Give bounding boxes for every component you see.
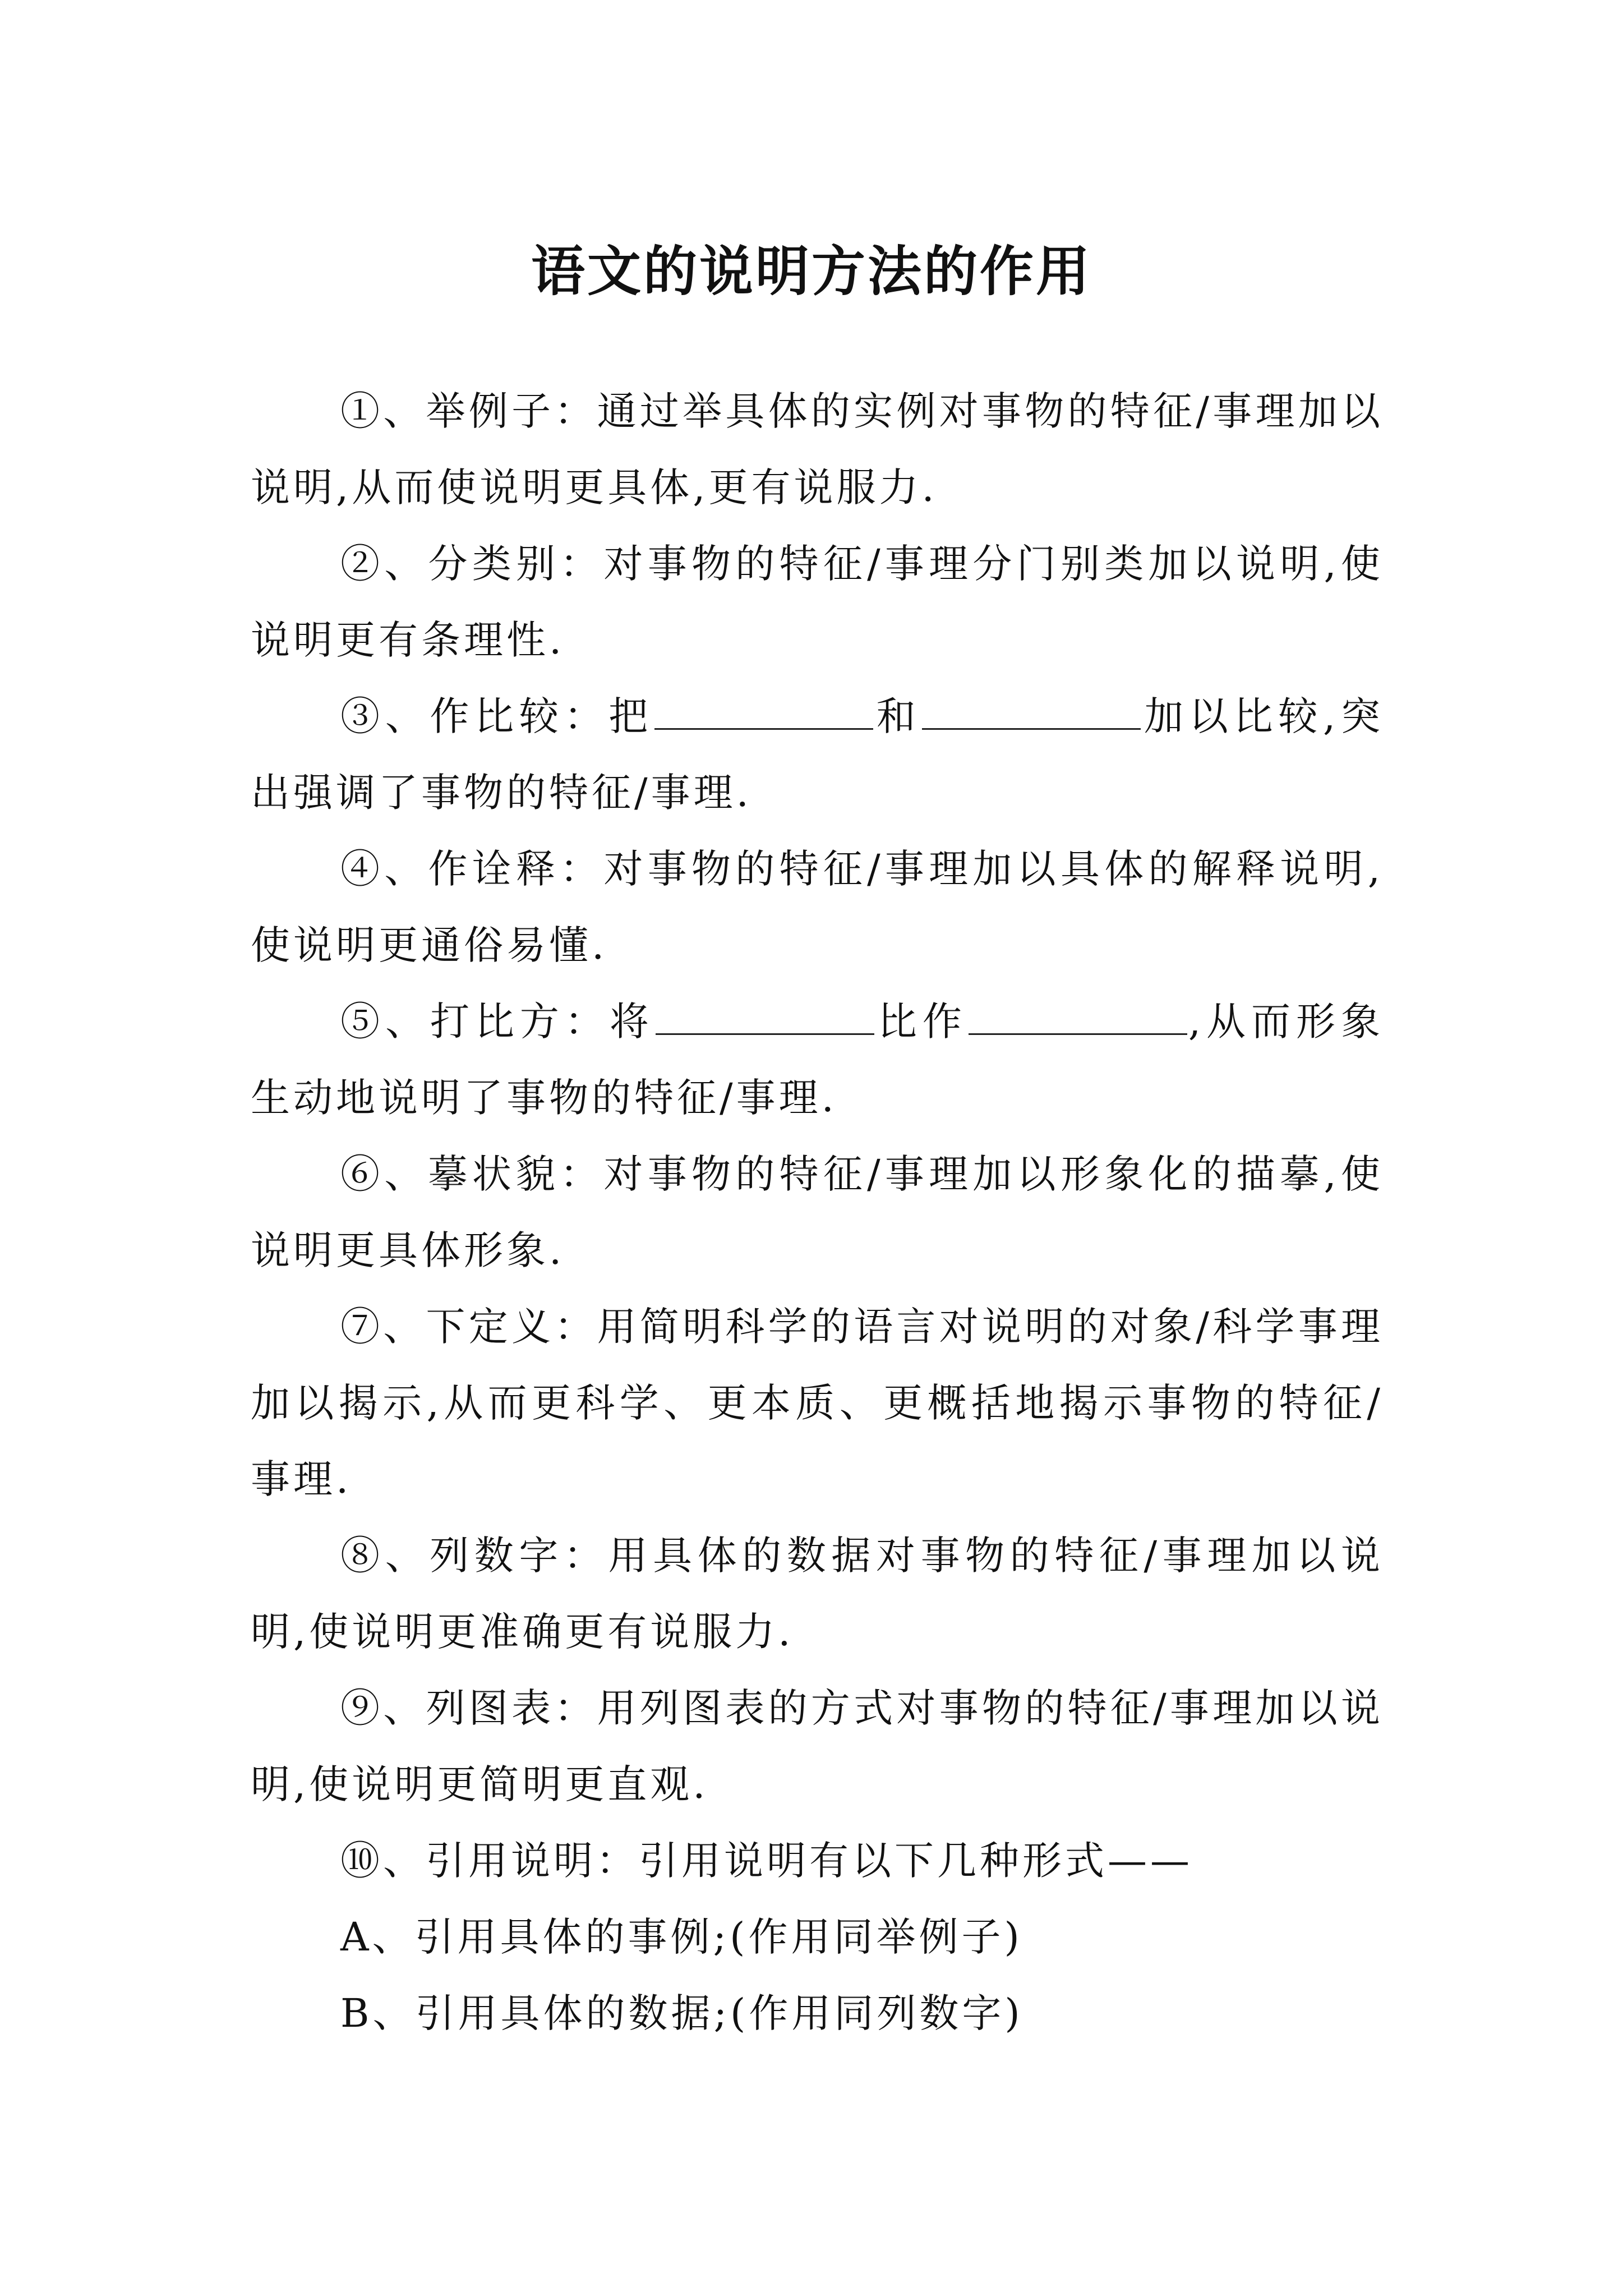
document-body: [251, 373, 1384, 2051]
paragraph-interpretation: ④、作诠释：对事物的特征/事理加以具体的解释说明,使说明更通俗易懂.: [251, 846, 1384, 968]
paragraph-classification: ②、分类别：对事物的特征/事理分门别类加以说明,使说明更有条理性.: [251, 541, 1384, 663]
comparison-text-start: ③、作比较：把: [340, 693, 654, 739]
comparison-text-end: 加以比较,突出强调了事物的特征/事理.: [251, 693, 1384, 816]
paragraph-definition: ⑦、下定义：用简明科学的语言对说明的对象/科学事理加以揭示,从而更科学、更本质、更概括地揭示事物的特征/事理.: [251, 1304, 1384, 1502]
paragraph-citation-b: B、引用具体的数据;(作用同列数字): [340, 1990, 1023, 2036]
fill-in-blank: [654, 697, 873, 730]
paragraph-description: ⑥、摹状貌：对事物的特征/事理加以形象化的描摹,使说明更具体形象.: [251, 1151, 1384, 1273]
paragraph-analogy: [251, 983, 1384, 1136]
analogy-text-end: ,从而形象生动地说明了事物的特征/事理.: [251, 999, 1384, 1121]
paragraph-example: ①、举例子：通过举具体的实例对事物的特征/事理加以说明,从而使说明更具体,更有说服力.: [251, 388, 1384, 510]
analogy-text-start: ⑤、打比方：将: [340, 999, 654, 1045]
fill-in-blank: [922, 697, 1141, 730]
fill-in-blank: [969, 1002, 1187, 1035]
paragraph-charts: ⑨、列图表：用列图表的方式对事物的特征/事理加以说明,使说明更简明更直观.: [251, 1685, 1384, 1807]
analogy-text-middle: 比作: [875, 999, 967, 1045]
paragraph-numbers: ⑧、列数字：用具体的数据对事物的特征/事理加以说明,使说明更准确更有说服力.: [251, 1533, 1384, 1655]
comparison-text-middle: 和: [874, 693, 921, 739]
paragraph-comparison: [251, 678, 1384, 831]
paragraph-citation-a: A、引用具体的事例;(作用同举例子): [340, 1914, 1023, 1960]
document-title: 语文的说明方法的作用: [531, 240, 1092, 303]
fill-in-blank: [656, 1002, 874, 1035]
paragraph-citation: ⑩、引用说明：引用说明有以下几种形式——: [340, 1838, 1193, 1884]
